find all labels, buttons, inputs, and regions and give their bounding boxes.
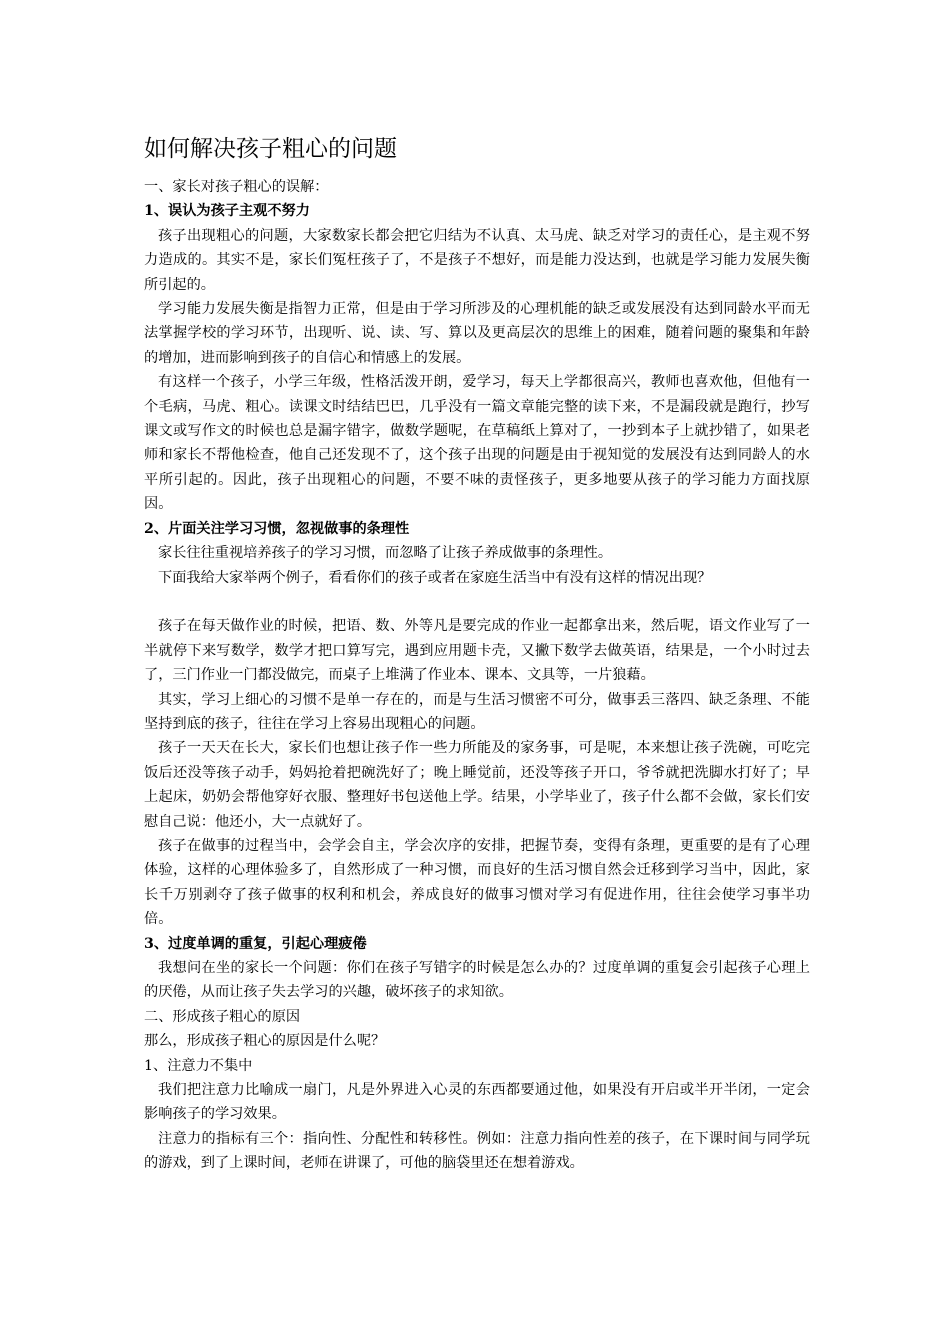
body-paragraph: 孩子一天天在长大，家长们也想让孩子作一些力所能及的家务事，可是呢，本来想让孩子洗碗，可吃完饭后还没等孩子动手，妈妈抢着把碗洗好了；晚上睡觉前，还没等孩子开口，爷爷就把洗脚水打好了；早上起床，奶奶会帮他穿好衣服、整理好书包送他上学。结果，小学毕业了，孩子什么都不会做，家长们安慰自己说：他还小，大一点就好了。 bbox=[144, 740, 810, 830]
body-paragraph: 其实，学习上细心的习惯不是单一存在的，而是与生活习惯密不可分，做事丢三落四、缺乏条理、不能坚持到底的孩子，往往在学习上容易出现粗心的问题。 bbox=[144, 691, 810, 732]
body-paragraph: 有这样一个孩子，小学三年级，性格活泼开朗，爱学习，每天上学都很高兴，教师也喜欢他，但他有一个毛病，马虎、粗心。读课文时结结巴巴，几乎没有一篇文章能完整的读下来，不是漏段就是跑行，抄写课文或写作文的时候也总是漏字错字，做数学题呢，在草稿纸上算对了，一抄到本子上就抄错了，如果老师和家长不帮他检查，他自己还发现不了，这个孩子出现的问题是由于视知觉的发展没有达到同龄人的水平所引起的。因此，孩子出现粗心的问题，不要不味的责怪孩子，更多地要从孩子的学习能力方面找原因。 bbox=[144, 374, 810, 513]
body-line: 那么，形成孩子粗心的原因是什么呢？ bbox=[144, 1033, 386, 1050]
subsection-heading: 3、过度单调的重复，引起心理疲倦 bbox=[144, 935, 367, 952]
body-paragraph: 孩子在做事的过程当中，会学会自主，学会次序的安排，把握节奏，变得有条理，更重要的是有了心理体验，这样的心理体验多了，自然形成了一种习惯，而良好的生活习惯自然会迁移到学习当中，因此，家长千万别剥夺了孩子做事的权利和机会，养成良好的做事习惯对学习有促进作用，往往会使学习事半功倍。 bbox=[144, 837, 810, 928]
subsection-heading: 1、注意力不集中 bbox=[144, 1057, 253, 1074]
body-paragraph: 孩子出现粗心的问题，大家数家长都会把它归结为不认真、太马虎、缺乏对学习的责任心，是主观不努力造成的。其实不是，家长们冤枉孩子了，不是孩子不想好，而是能力没达到，也就是学习能力发展失衡所引起的。 bbox=[144, 227, 810, 293]
page-title: 如何解决孩子粗心的问题 bbox=[144, 136, 397, 162]
body-paragraph: 我们把注意力比喻成一扇门，凡是外界进入心灵的东西都要通过他，如果没有开启或半开半闭，一定会影响孩子的学习效果。 bbox=[144, 1082, 810, 1123]
body-paragraph: 家长往往重视培养孩子的学习习惯，而忽略了让孩子养成做事的条理性。 bbox=[158, 545, 613, 562]
body-paragraph: 学习能力发展失衡是指智力正常，但是由于学习所涉及的心理机能的缺乏或发展没有达到同龄水平而无法掌握学校的学习环节，出现听、说、读、写、算以及更高层次的思维上的困难，随着问题的聚集和年龄的增加，进而影响到孩子的自信心和情感上的发展。 bbox=[144, 301, 810, 366]
document-body bbox=[144, 175, 810, 1176]
subsection-heading: 2、片面关注学习习惯，忽视做事的条理性 bbox=[144, 520, 410, 537]
body-paragraph: 下面我给大家举两个例子，看看你们的孩子或者在家庭生活当中有没有这样的情况出现？ bbox=[158, 569, 712, 586]
section-heading: 二、形成孩子粗心的原因 bbox=[144, 1008, 301, 1025]
subsection-heading: 1、误认为孩子主观不努力 bbox=[144, 203, 310, 220]
body-paragraph: 我想问在坐的家长一个问题：你们在孩子写错字的时候是怎么办的？过度单调的重复会引起孩子心理上的厌倦，从而让孩子失去学习的兴趣，破坏孩子的求知欲。 bbox=[144, 959, 810, 1001]
blank-line bbox=[144, 590, 810, 614]
body-paragraph: 孩子在每天做作业的时候，把语、数、外等凡是要完成的作业一起都拿出来，然后呢，语文作业写了一半就停下来写数学，数学才把口算写完，遇到应用题卡壳，又撇下数学去做英语，结果是，一个小时过去了，三门作业一门都没做完，而桌子上堆满了作业本、课本、文具等，一片狼藉。 bbox=[144, 618, 810, 684]
body-paragraph: 注意力的指标有三个：指向性、分配性和转移性。例如：注意力指向性差的孩子，在下课时间与同学玩的游戏，到了上课时间，老师在讲课了，可他的脑袋里还在想着游戏。 bbox=[144, 1130, 810, 1172]
section-heading: 一、家长对孩子粗心的误解： bbox=[144, 179, 329, 195]
